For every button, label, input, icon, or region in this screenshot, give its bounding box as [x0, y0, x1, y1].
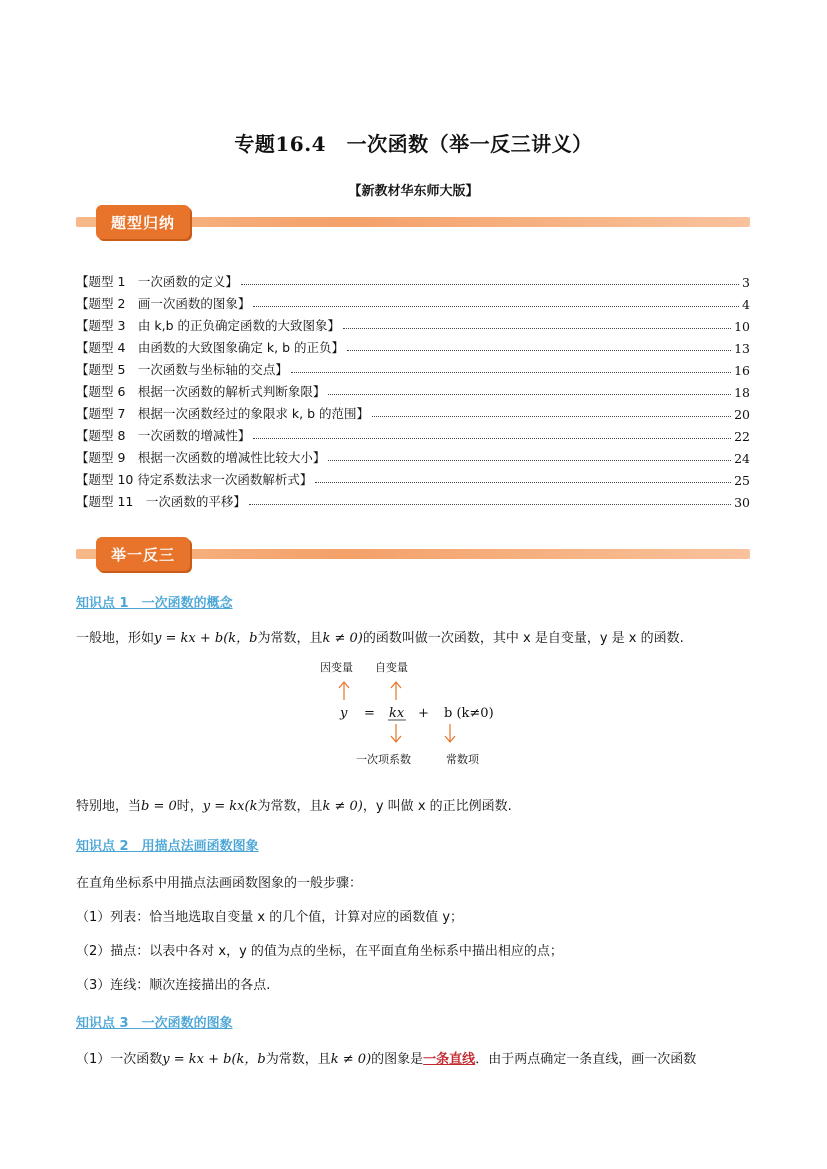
kp3-graph-text: [76, 1048, 756, 1067]
toc-page-number: 22: [734, 429, 750, 444]
text: 时，: [176, 799, 203, 814]
knowledge-point-1-heading: 知识点 1 一次函数的概念: [76, 596, 233, 611]
linear-term-coefficient-label: 一次项系数: [356, 753, 411, 766]
document-title: 专题16.4 一次函数（举一反三讲义）: [234, 132, 593, 156]
toc-page-number: 30: [734, 495, 750, 510]
toc-leader-dots: [315, 482, 731, 483]
toc-entry-label: 【题型 4 由函数的大致图象确定 k, b 的正负】: [76, 340, 344, 355]
toc-page-number: 24: [734, 451, 750, 466]
toc-entry[interactable]: [76, 488, 750, 510]
formula: y = kx + b(k，b: [162, 1052, 266, 1067]
toc-leader-dots: [249, 504, 731, 505]
kp2-step-1: （1）列表：恰当地选取自变量 x 的几个值，计算对应的函数值 y；: [76, 910, 464, 925]
practice-banner: [76, 537, 750, 571]
toc-entry[interactable]: [76, 400, 750, 422]
text: 为常数，且: [257, 631, 323, 646]
summary-banner: [76, 205, 750, 239]
toc-entry-label: 【题型 6 根据一次函数的解析式判断象限】: [76, 384, 326, 399]
text: 为常数，且: [257, 799, 323, 814]
toc-entry-label: 【题型 7 根据一次函数经过的象限求 k, b 的范围】: [76, 406, 369, 421]
condition: k ≠ 0): [322, 631, 363, 646]
kp1-definition: [76, 627, 756, 646]
toc-leader-dots: [347, 350, 731, 351]
condition: k ≠ 0): [330, 1052, 372, 1067]
linear-function-diagram: [320, 656, 530, 768]
toc-leader-dots: [253, 438, 731, 439]
text: 的图象是: [371, 1052, 424, 1067]
toc-entry-label: 【题型 2 画一次函数的图象】: [76, 296, 251, 311]
toc-entry[interactable]: [76, 422, 750, 444]
toc-entry-label: 【题型 1 一次函数的定义】: [76, 274, 238, 289]
independent-variable-label: 自变量: [375, 661, 408, 674]
toc-page-number: 18: [734, 385, 750, 400]
toc-leader-dots: [241, 284, 739, 285]
eq-equals: =: [364, 706, 375, 721]
text: ，y 叫做 x 的正比例函数.: [362, 799, 512, 814]
toc-entry[interactable]: [76, 312, 750, 334]
table-of-contents: [76, 268, 750, 510]
knowledge-point-2-heading: 知识点 2 用描点法画函数图象: [76, 839, 259, 854]
text: 一般地，形如: [76, 631, 155, 646]
edition-label: 【新教材华东师大版】: [348, 184, 479, 199]
eq-b-condition: b (k≠0): [444, 706, 494, 721]
eq-plus: +: [418, 706, 429, 721]
toc-entry[interactable]: [76, 290, 750, 312]
condition: b = 0: [141, 799, 177, 814]
summary-banner-tab: 题型归纳: [96, 205, 190, 239]
toc-entry[interactable]: [76, 444, 750, 466]
text: 特别地，当: [76, 799, 142, 814]
constant-term-label: 常数项: [446, 753, 479, 766]
kp2-step-3: （3）连线：顺次连接描出的各点.: [76, 978, 271, 993]
text: 的函数叫做一次函数，其中 x 是自变量，y 是 x 的函数.: [362, 631, 684, 646]
toc-entry[interactable]: [76, 378, 750, 400]
toc-page-number: 25: [734, 473, 750, 488]
toc-entry[interactable]: [76, 466, 750, 488]
formula: y = kx + b(k，b: [154, 631, 258, 646]
toc-entry[interactable]: [76, 268, 750, 290]
text: 为常数，且: [265, 1052, 331, 1067]
kp2-intro: 在直角坐标系中用描点法画函数图象的一般步骤：: [76, 876, 363, 891]
toc-leader-dots: [253, 306, 739, 307]
eq-kx: kx: [389, 706, 405, 721]
toc-leader-dots: [328, 394, 731, 395]
toc-entry-label: 【题型 9 根据一次函数的增减性比较大小】: [76, 450, 326, 465]
toc-leader-dots: [291, 372, 731, 373]
toc-entry-label: 【题型 3 由 k,b 的正负确定函数的大致图象】: [76, 318, 341, 333]
condition: k ≠ 0): [322, 799, 363, 814]
toc-leader-dots: [372, 416, 731, 417]
toc-page-number: 4: [742, 297, 750, 312]
toc-leader-dots: [328, 460, 731, 461]
toc-page-number: 13: [734, 341, 750, 356]
toc-page-number: 20: [734, 407, 750, 422]
text: ．由于两点确定一条直线，画一次函数: [475, 1052, 697, 1067]
toc-entry-label: 【题型 11 一次函数的平移】: [76, 494, 246, 509]
highlight-straight-line: 一条直线: [423, 1052, 476, 1067]
toc-page-number: 10: [734, 319, 750, 334]
toc-leader-dots: [343, 328, 731, 329]
dependent-variable-label: 因变量: [320, 661, 353, 674]
toc-page-number: 3: [742, 275, 750, 290]
practice-banner-tab: 举一反三: [96, 537, 190, 571]
toc-entry-label: 【题型 5 一次函数与坐标轴的交点】: [76, 362, 288, 377]
toc-entry-label: 【题型 10 待定系数法求一次函数解析式】: [76, 472, 313, 487]
toc-entry[interactable]: [76, 356, 750, 378]
text: （1）一次函数: [76, 1052, 163, 1067]
toc-entry[interactable]: [76, 334, 750, 356]
eq-y: y: [340, 706, 348, 721]
toc-entry-label: 【题型 8 一次函数的增减性】: [76, 428, 251, 443]
kp2-step-2: （2）描点：以表中各对 x，y 的值为点的坐标，在平面直角坐标系中描出相应的点；: [76, 944, 563, 959]
knowledge-point-3-heading: 知识点 3 一次函数的图象: [76, 1016, 233, 1031]
toc-page-number: 16: [734, 363, 750, 378]
formula: y = kx(k: [202, 799, 258, 814]
proportional-function-note: [76, 795, 756, 814]
